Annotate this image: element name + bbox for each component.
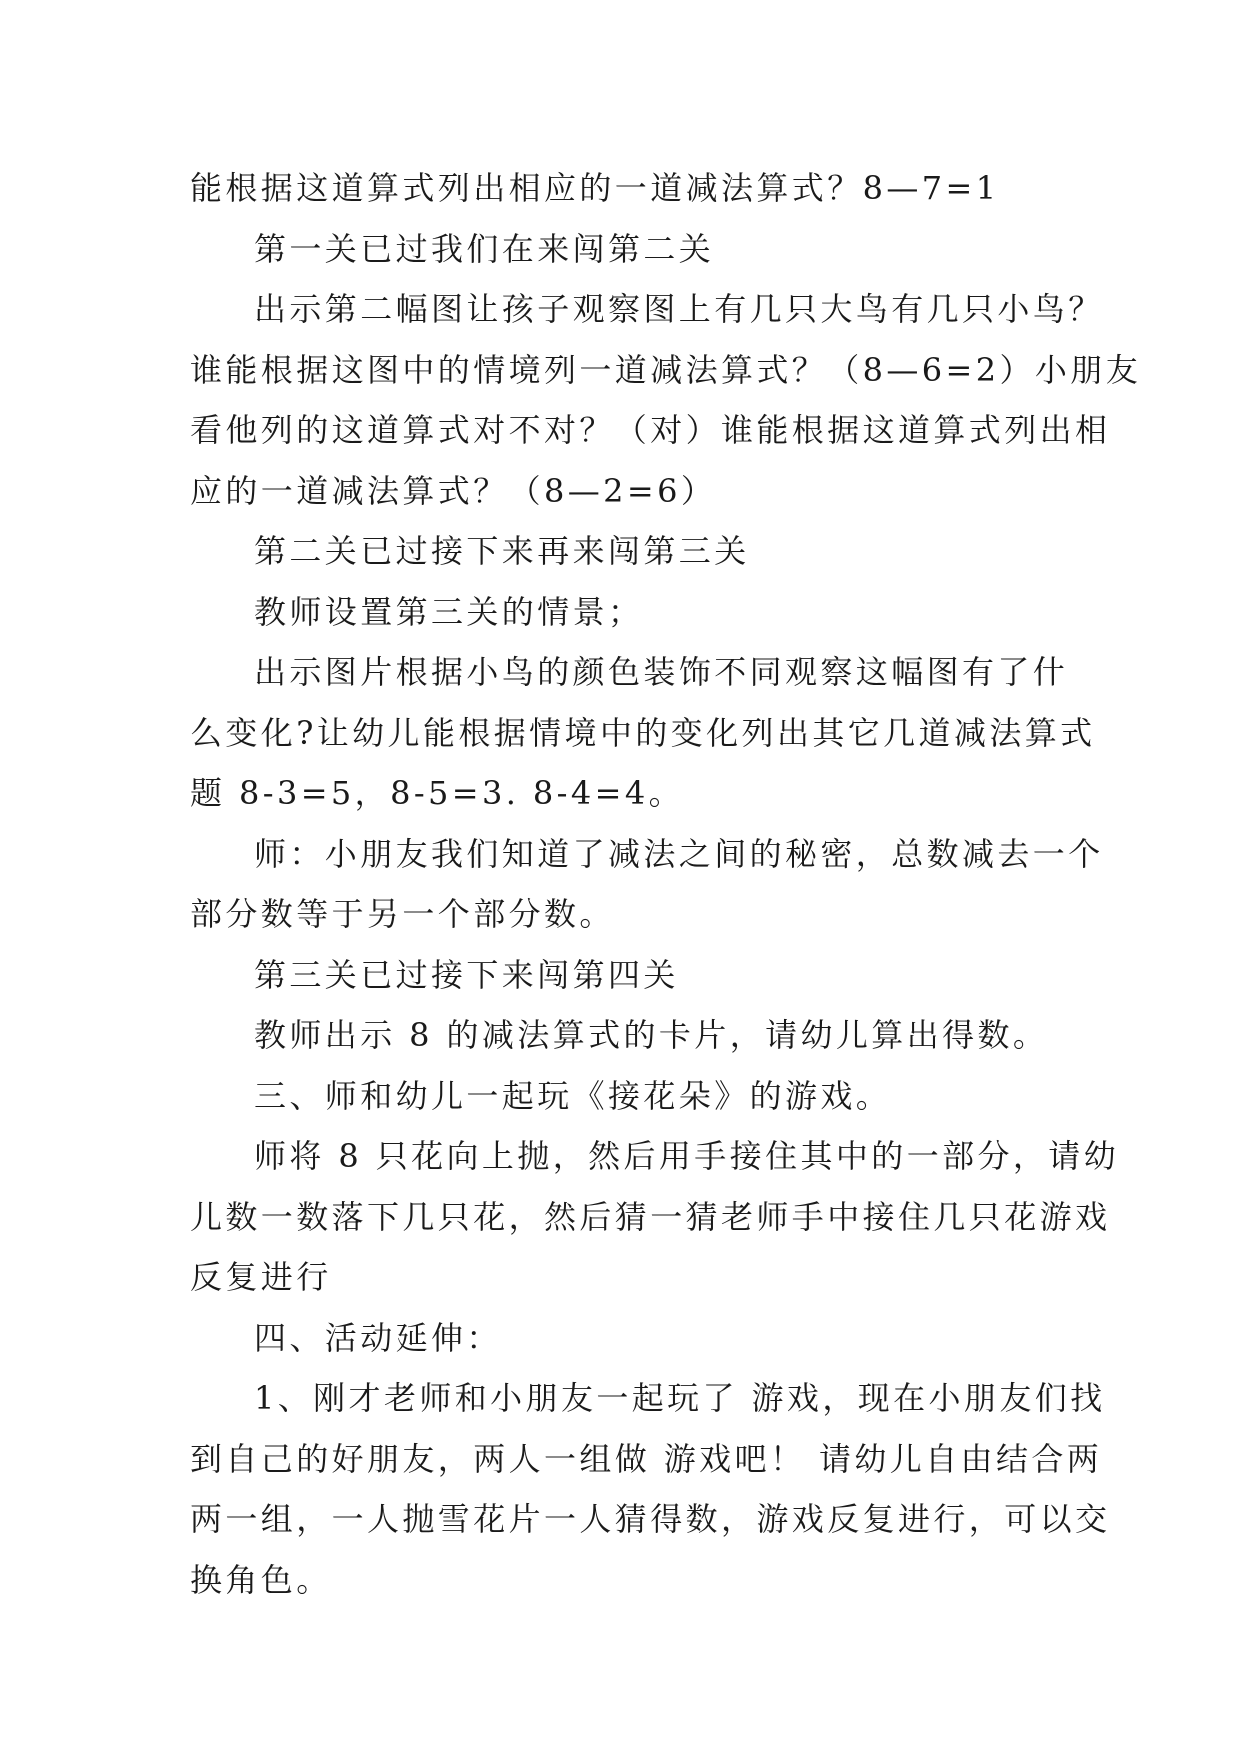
text-line: 1、刚才老师和小朋友一起玩了 游戏，现在小朋友们找 [254,1379,1106,1417]
text-line: 应的一道减法算式？（8—2=6） [190,471,717,510]
text-line: 反复进行 [190,1258,332,1296]
text-line: 第二关已过接下来再来闯第三关 [254,532,750,570]
paragraph [190,582,1070,643]
paragraph [190,219,1070,280]
paragraph [190,1005,1070,1066]
text-line: 能根据这道算式列出相应的一道减法算式？8—7=1 [190,169,1000,207]
text-line: 谁能根据这图中的情境列一道减法算式？（8—6=2）小朋友 [190,350,1142,389]
text-line: 看他列的这道算式对不对？（对）谁能根据这道算式列出相 [190,411,1111,449]
paragraph [190,279,1142,521]
text-line: 儿数一数落下几只花，然后猜一猜老师手中接住几只花游戏 [190,1197,1111,1236]
text-line: 到自己的好朋友，两人一组做 游戏吧！ 请幼儿自由结合两 [190,1439,1103,1478]
paragraph [190,1066,1070,1127]
text-line: 师：小朋友我们知道了减法之间的秘密，总数减去一个 [254,834,1104,873]
document-body [190,158,1142,1610]
paragraph [190,1308,1070,1369]
text-line: 第三关已过接下来闯第四关 [254,955,679,994]
text-line: 两一组，一人抛雪花片一人猜得数，游戏反复进行，可以交 [190,1500,1111,1538]
text-line: 出示第二幅图让孩子观察图上有几只大鸟有几只小鸟？ [254,290,1104,328]
text-line: 师将 8 只花向上抛，然后用手接住其中的一部分，请幼 [254,1137,1120,1175]
text-line: 题 8-3=5，8-5=3. 8-4=4。 [190,774,685,812]
text-line: 么变化?让幼儿能根据情境中的变化列出其它几道减法算式 [190,713,1096,752]
text-line: 三、师和幼儿一起玩《接花朵》的游戏。 [254,1076,892,1115]
paragraph [190,824,1104,945]
text-line: 第一关已过我们在来闯第二关 [254,229,715,268]
paragraph [190,945,1070,1006]
paragraph [190,1368,1111,1610]
text-line: 出示图片根据小鸟的颜色装饰不同观察这幅图有了什 [254,653,1069,691]
text-line: 换角色。 [190,1560,332,1599]
paragraph [190,158,1070,219]
paragraph [190,1126,1120,1308]
paragraph [190,642,1096,824]
text-line: 教师设置第三关的情景； [254,592,644,631]
text-line: 四、活动延伸： [254,1318,502,1357]
text-line: 教师出示 8 的减法算式的卡片，请幼儿算出得数。 [254,1016,1049,1054]
paragraph [190,521,1070,582]
text-line: 部分数等于另一个部分数。 [190,895,615,933]
